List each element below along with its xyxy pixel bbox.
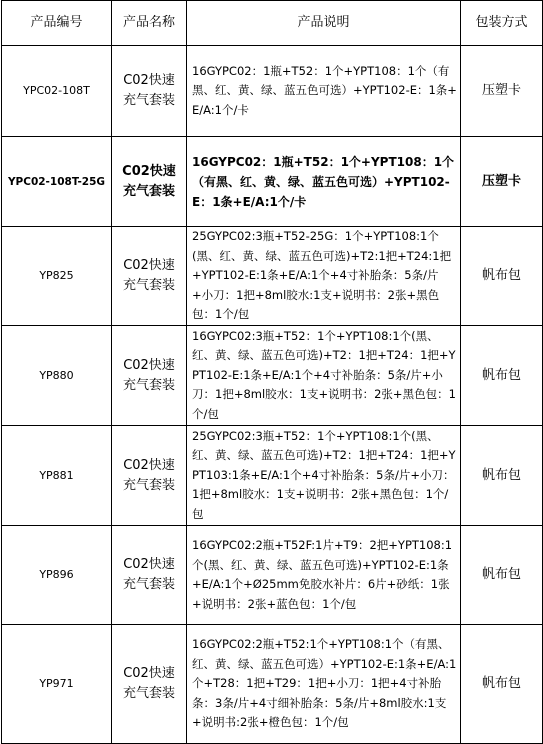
header-pack: 包装方式 xyxy=(461,1,543,46)
product-description: 16GYPC02:2瓶+T52F:1片+T9：2把+YPT108:1个(黑、红、黄、绿、蓝五色可选)+YPT102-E:1条+E/A:1个+Ø25mm免胶水补片：6片+砂纸：1张+说明书：2张+蓝色包：1个/包 xyxy=(187,526,461,625)
product-name: C02快速 充气套装 xyxy=(112,46,187,137)
product-code: YP880 xyxy=(2,326,112,426)
header-desc: 产品说明 xyxy=(187,1,461,46)
table-row xyxy=(2,326,543,426)
table-row xyxy=(2,137,543,227)
product-name: C02快速 充气套装 xyxy=(112,625,187,744)
product-name: C02快速 充气套装 xyxy=(112,326,187,426)
header-name: 产品名称 xyxy=(112,1,187,46)
product-description: 16GYPC02：1瓶+T52：1个+YPT108：1个（有黑、红、黄、绿、蓝五色可选）+YPT102-E：1条+E/A:1个/卡 xyxy=(187,137,461,227)
packaging-method: 帆布包 xyxy=(461,326,543,426)
table-row xyxy=(2,227,543,326)
packaging-method: 压塑卡 xyxy=(461,46,543,137)
table-row xyxy=(2,526,543,625)
packaging-method: 压塑卡 xyxy=(461,137,543,227)
product-name: C02快速 充气套装 xyxy=(112,227,187,326)
product-description: 25GYPC02:3瓶+T52：1个+YPT108:1个(黑、红、黄、绿、蓝五色可选)+T2：1把+T24：1把+YPT103:1条+E/A:1个+4寸补胎条：5条/片+小刀：1把+8ml胶水：1支+说明书：2张+黑色包：1个/包 xyxy=(187,426,461,526)
product-code: YP825 xyxy=(2,227,112,326)
table-row xyxy=(2,46,543,137)
product-code: YPC02-108T-25G xyxy=(2,137,112,227)
table-row xyxy=(2,426,543,526)
header-row xyxy=(2,1,543,46)
table-row xyxy=(2,625,543,744)
product-description: 16GYPC02:3瓶+T52：1个+YPT108:1个(黑、红、黄、绿、蓝五色可选)+T2：1把+T24：1把+YPT102-E:1条+E/A:1个+4寸补胎条：5条/片+小刀：1把+8ml胶水：1支+说明书：2张+黑色包：1个/包 xyxy=(187,326,461,426)
packaging-method: 帆布包 xyxy=(461,426,543,526)
packaging-method: 帆布包 xyxy=(461,526,543,625)
packaging-method: 帆布包 xyxy=(461,625,543,744)
product-name: C02快速 充气套装 xyxy=(112,526,187,625)
product-description: 25GYPC02:3瓶+T52-25G：1个+YPT108:1个(黑、红、黄、绿、蓝五色可选)+T2:1把+T24:1把+YPT102-E:1条+E/A:1个+4寸补胎条：5条/片+小刀：1把+8ml胶水:1支+说明书：2张+黑色包：1个/包 xyxy=(187,227,461,326)
packaging-method: 帆布包 xyxy=(461,227,543,326)
product-code: YPC02-108T xyxy=(2,46,112,137)
product-description: 16GYPC02：1瓶+T52：1个+YPT108：1个（有黑、红、黄、绿、蓝五色可选）+YPT102-E：1条+E/A:1个/卡 xyxy=(187,46,461,137)
product-code: YP896 xyxy=(2,526,112,625)
product-table xyxy=(1,0,543,744)
product-code: YP881 xyxy=(2,426,112,526)
product-code: YP971 xyxy=(2,625,112,744)
product-description: 16GYPC02:2瓶+T52:1个+YPT108:1个（有黑、红、黄、绿、蓝五色可选）+YPT102-E:1条+E/A:1个+T28：1把+T29：1把+小刀：1把+4寸补胎条：3条/片+4寸细补胎条：5条/片+8ml胶水:1支+说明书:2张+橙色包：1个/包 xyxy=(187,625,461,744)
product-name: C02快速 充气套装 xyxy=(112,426,187,526)
header-code: 产品编号 xyxy=(2,1,112,46)
product-name: C02快速 充气套装 xyxy=(112,137,187,227)
